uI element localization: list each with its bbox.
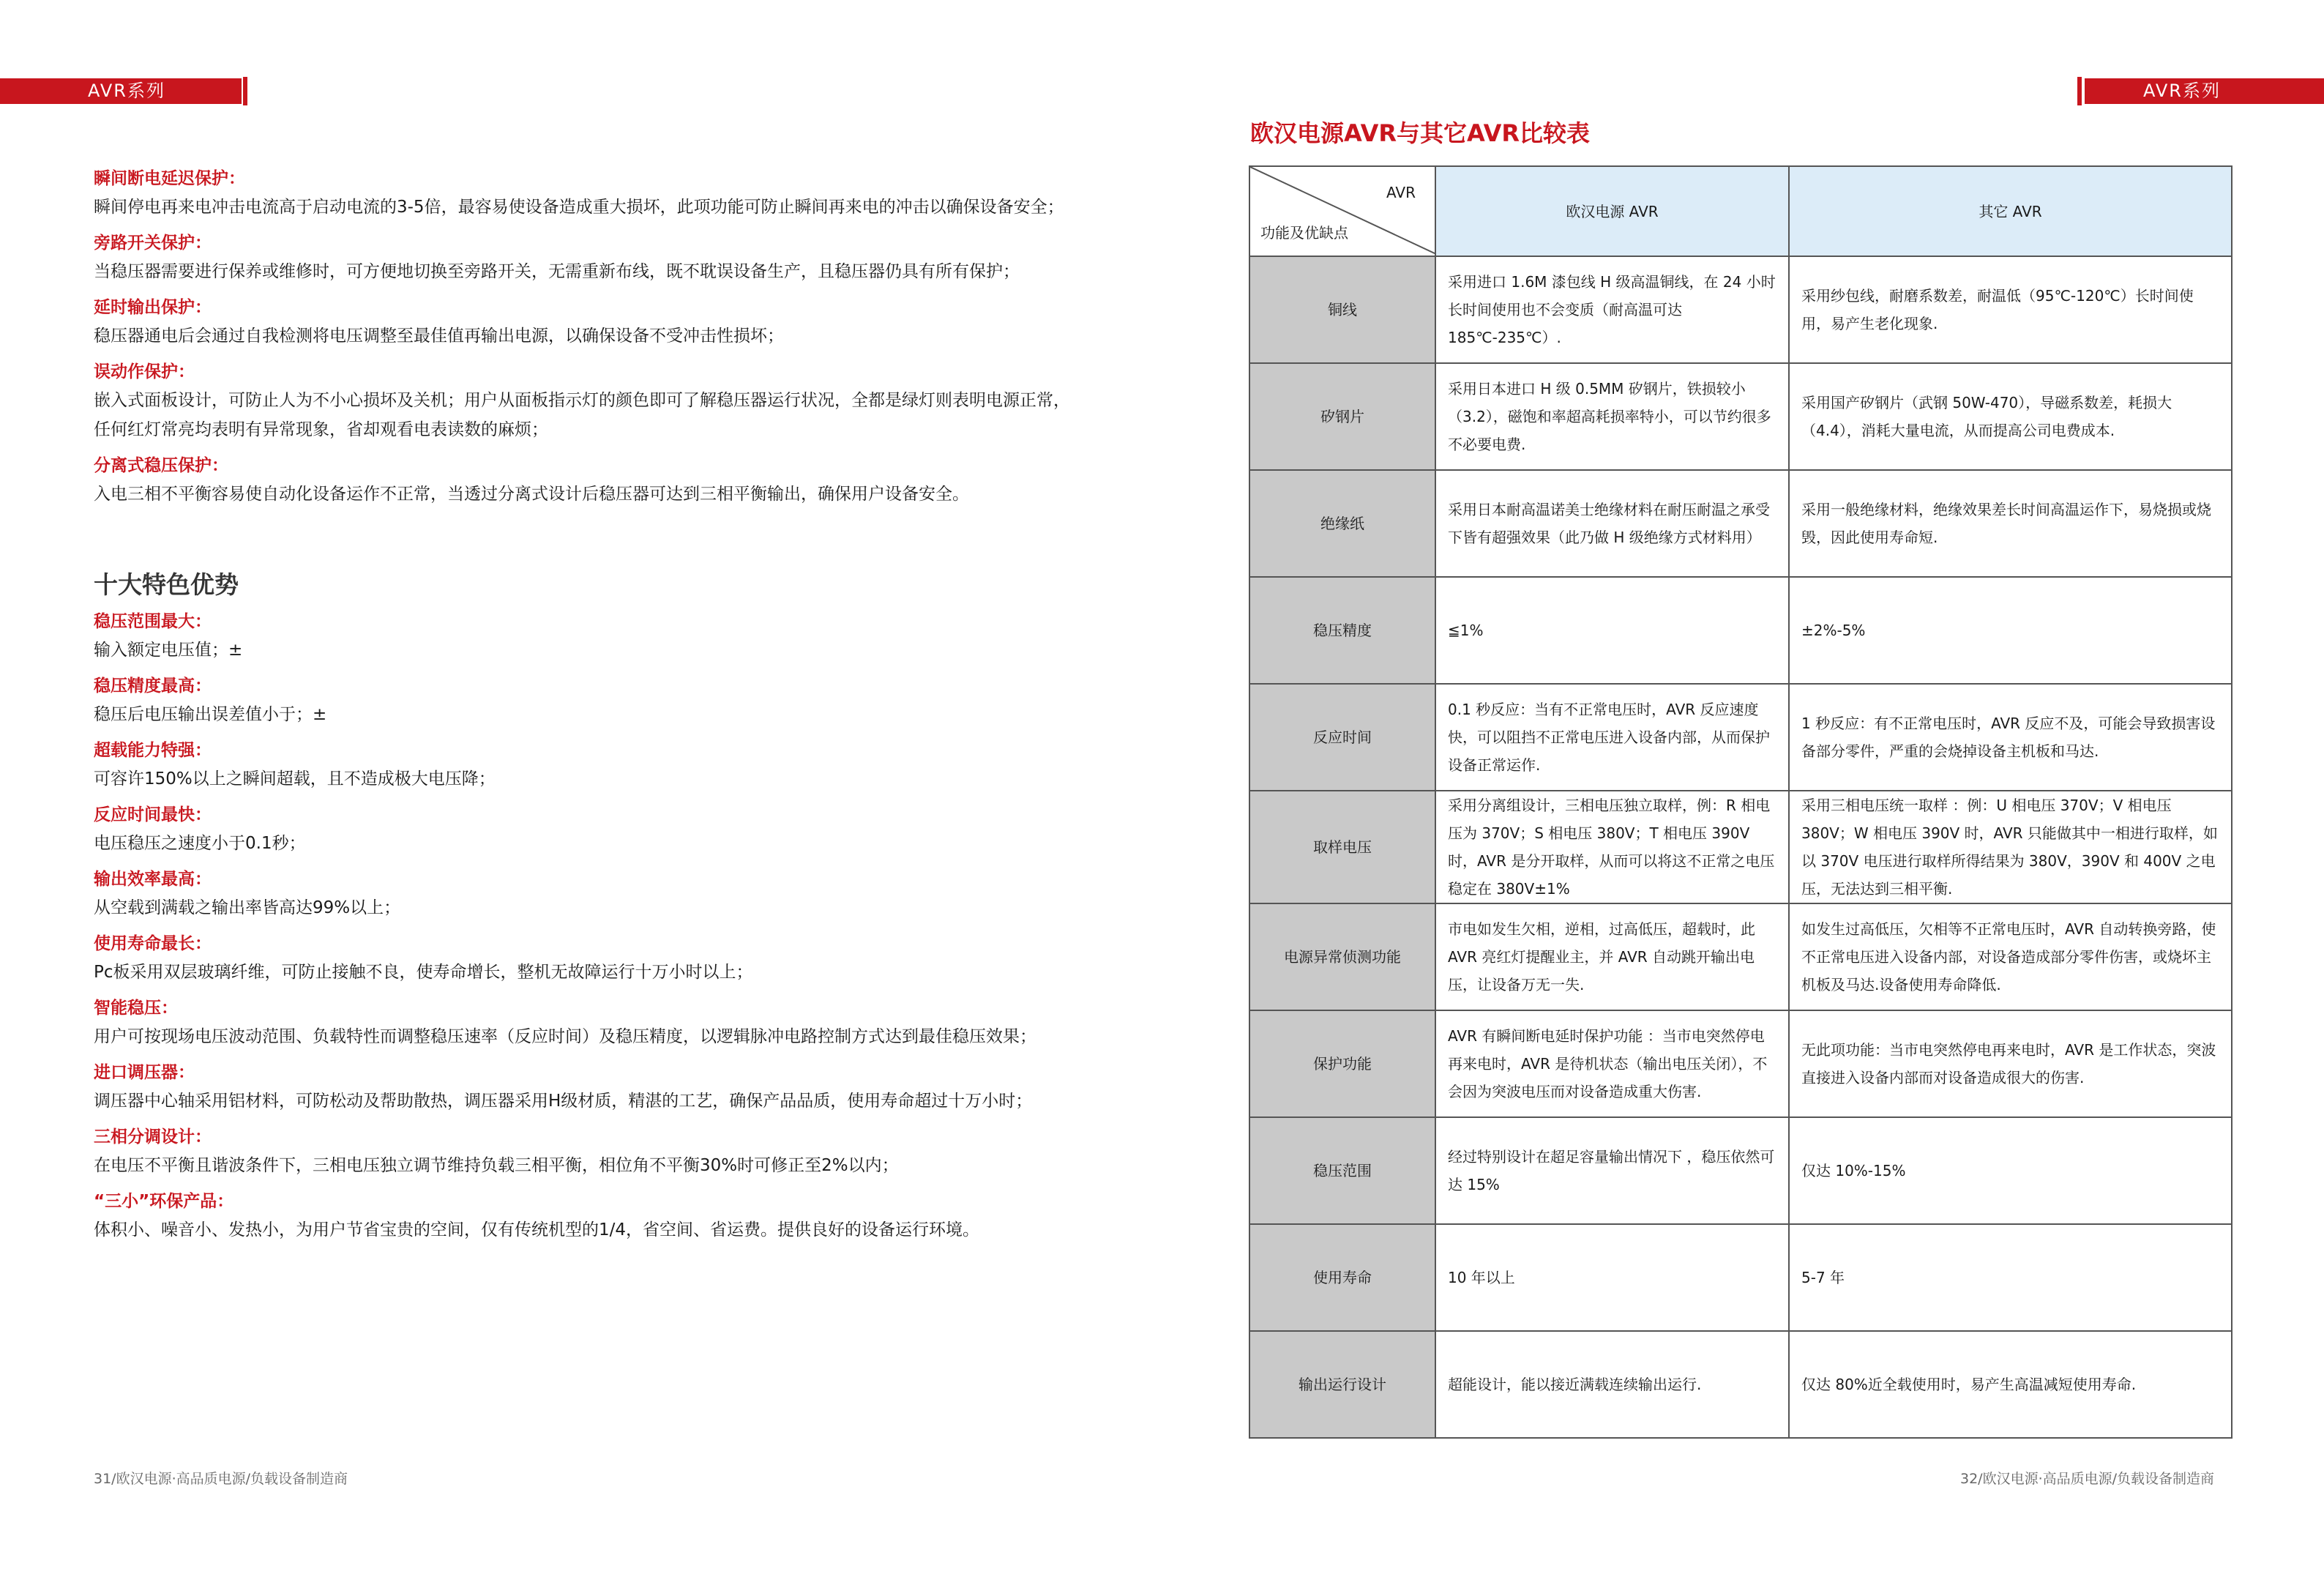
advantage-body: 电压稳压之速度小于0.1秒；: [94, 834, 306, 853]
corner-top-label: AVR: [1386, 184, 1416, 201]
protection-item: [94, 358, 1075, 444]
series-label-left: AVR系列: [88, 81, 165, 101]
other-cell: 采用国产矽钢片（武钢 50W-470），导磁系数差，耗损大（4.4），消耗大量电流，从而提高公司电费成本.: [1789, 363, 2232, 470]
feature-cell: 矽钢片: [1249, 363, 1435, 470]
ours-cell: AVR 有瞬间断电延时保护功能 ：当市电突然停电再来电时，AVR 是待机状态（输出电压关闭），不会因为突波电压而对设备造成重大伤害.: [1435, 1010, 1789, 1117]
header-band-left-tick: [243, 77, 247, 105]
protection-item: [94, 229, 1075, 286]
advantage-body: 体积小、噪音小、发热小，为用户节省宝贵的空间，仅有传统机型的1/4，省空间、省运费。提供良好的设备运行环境。: [94, 1220, 980, 1239]
protection-title: 分离式稳压保护：: [94, 456, 228, 475]
table-row: [1249, 791, 2232, 903]
protection-item: [94, 294, 1075, 351]
protection-title: 延时输出保护：: [94, 298, 212, 317]
advantage-body: 输入额定电压值；±: [94, 641, 243, 660]
advantage-item: [94, 1188, 1075, 1245]
ours-cell: 经过特别设计在超足容量输出情况下 ，稳压依然可达 15%: [1435, 1117, 1789, 1224]
table-row: [1249, 1117, 2232, 1224]
advantage-body: Pc板采用双层玻璃纤维，可防止接触不良，使寿命增长，整机无故障运行十万小时以上；: [94, 963, 753, 982]
advantage-item: [94, 801, 1075, 858]
table-row: [1249, 1331, 2232, 1438]
column-header-ours: 欧汉电源 AVR: [1435, 166, 1789, 256]
ours-cell: ≦1%: [1435, 577, 1789, 684]
protection-title: 误动作保护：: [94, 362, 195, 381]
ours-cell: 市电如发生欠相，逆相，过高低压，超载时，此 AVR 亮红灯提醒业主，并 AVR 自动跳开输出电压，让设备万无一失.: [1435, 903, 1789, 1010]
ours-cell: 采用日本进口 H 级 0.5MM 矽钢片，铁损较小（3.2），磁饱和率超高耗损率特小，可以节约很多不必要电费.: [1435, 363, 1789, 470]
other-cell: 仅达 10%-15%: [1789, 1117, 2232, 1224]
advantage-title: 使用寿命最长：: [94, 934, 212, 953]
feature-cell: 铜线: [1249, 256, 1435, 363]
feature-cell: 电源异常侦测功能: [1249, 903, 1435, 1010]
advantage-title: 进口调压器：: [94, 1063, 195, 1082]
table-row: [1249, 1010, 2232, 1117]
feature-cell: 保护功能: [1249, 1010, 1435, 1117]
advantage-title: 智能稳压：: [94, 999, 178, 1018]
other-cell: 采用三相电压统一取样 ：例：U 相电压 370V；V 相电压 380V；W 相电压 390V 时，AVR 只能做其中一相进行取样，如以 370V 电压进行取样所得结果为 380V，390V 和 400V 之电压，无法达到三相平衡.: [1789, 791, 2232, 903]
comparison-table: [1249, 165, 2233, 1439]
other-cell: 1 秒反应：有不正常电压时，AVR 反应不及，可能会导致损害设备部分零件，严重的会烧掉设备主机板和马达.: [1789, 684, 2232, 791]
protection-body: 当稳压器需要进行保养或维修时，可方便地切换至旁路开关，无需重新布线，既不耽误设备生产，且稳压器仍具有所有保护；: [94, 262, 1020, 281]
other-cell: 采用一般绝缘材料，绝缘效果差长时间高温运作下，易烧损或烧毁，因此使用寿命短.: [1789, 470, 2232, 577]
feature-cell: 反应时间: [1249, 684, 1435, 791]
protection-title: 旁路开关保护：: [94, 234, 212, 253]
advantage-title: 三相分调设计：: [94, 1127, 212, 1147]
advantage-title: 稳压范围最大：: [94, 612, 212, 631]
feature-cell: 输出运行设计: [1249, 1331, 1435, 1438]
protection-body: 嵌入式面板设计，可防止人为不小心损坏及关机；用户从面板指示灯的颜色即可了解稳压器运行状况，全都是绿灯则表明电源正常，任何红灯常亮均表明有异常现象，省却观看电表读数的麻烦；: [94, 391, 1070, 439]
feature-cell: 绝缘纸: [1249, 470, 1435, 577]
protection-section: [94, 165, 1075, 509]
page-footer-right: 32/欧汉电源·高品质电源/负载设备制造商: [1960, 1471, 2215, 1487]
page-footer-left: 31/欧汉电源·高品质电源/负载设备制造商: [94, 1471, 348, 1487]
feature-cell: 稳压精度: [1249, 577, 1435, 684]
other-cell: 5-7 年: [1789, 1224, 2232, 1331]
feature-cell: 稳压范围: [1249, 1117, 1435, 1224]
advantage-item: [94, 1123, 1075, 1180]
comparison-title: 欧汉电源AVR与其它AVR比较表: [1250, 119, 1591, 147]
protection-body: 稳压器通电后会通过自我检测将电压调整至最佳值再输出电源，以确保设备不受冲击性损坏；: [94, 327, 784, 346]
protection-body: 入电三相不平衡容易使自动化设备运作不正常，当透过分离式设计后稳压器可达到三相平衡输出，确保用户设备安全。: [94, 485, 969, 504]
corner-header: [1249, 166, 1435, 256]
ours-cell: 超能设计，能以接近满载连续输出运行.: [1435, 1331, 1789, 1438]
advantage-item: [94, 930, 1075, 987]
advantage-title: 反应时间最快：: [94, 805, 212, 824]
ours-cell: 10 年以上: [1435, 1224, 1789, 1331]
other-cell: ±2%-5%: [1789, 577, 2232, 684]
advantage-item: [94, 994, 1075, 1051]
corner-bottom-label: 功能及优缺点: [1260, 224, 1348, 242]
table-row: [1249, 1224, 2232, 1331]
advantage-title: 稳压精度最高：: [94, 676, 212, 696]
feature-cell: 使用寿命: [1249, 1224, 1435, 1331]
advantage-item: [94, 1059, 1075, 1116]
ours-cell: 0.1 秒反应：当有不正常电压时，AVR 反应速度快，可以阻挡不正常电压进入设备内部，从而保护设备正常运作.: [1435, 684, 1789, 791]
advantage-item: [94, 737, 1075, 794]
advantage-item: [94, 865, 1075, 922]
advantage-body: 稳压后电压输出误差值小于；±: [94, 705, 327, 724]
other-cell: 采用纱包线，耐磨系数差，耐温低（95℃-120℃）长时间使用，易产生老化现象.: [1789, 256, 2232, 363]
other-cell: 无此项功能：当市电突然停电再来电时，AVR 是工作状态，突波直接进入设备内部而对设备造成很大的伤害.: [1789, 1010, 2232, 1117]
protection-body: 瞬间停电再来电冲击电流高于启动电流的3-5倍，最容易使设备造成重大损坏，此项功能可防止瞬间再来电的冲击以确保设备安全；: [94, 198, 1064, 217]
advantage-body: 可容许150%以上之瞬间超载，且不造成极大电压降；: [94, 769, 496, 788]
advantage-body: 调压器中心轴采用铝材料，可防松动及帮助散热，调压器采用H级材质，精湛的工艺，确保产品品质，使用寿命超过十万小时；: [94, 1092, 1033, 1111]
advantage-title: “三小”环保产品：: [94, 1192, 234, 1211]
header-band-right-tick: [2077, 77, 2082, 105]
table-row: [1249, 363, 2232, 470]
protection-title: 瞬间断电延迟保护：: [94, 169, 245, 188]
table-row: [1249, 256, 2232, 363]
series-label-right: AVR系列: [2143, 81, 2221, 101]
table-header-row: [1249, 166, 2232, 256]
other-cell: 仅达 80%近全载使用时，易产生高温减短使用寿命.: [1789, 1331, 2232, 1438]
advantage-body: 在电压不平衡且谐波条件下，三相电压独立调节维持负载三相平衡，相位角不平衡30%时可修正至2%以内；: [94, 1156, 899, 1175]
ours-cell: 采用日本耐高温诺美士绝缘材料在耐压耐温之承受下皆有超强效果（此乃做 H 级绝缘方式材料用）: [1435, 470, 1789, 577]
ours-cell: 采用进口 1.6M 漆包线 H 级高温铜线，在 24 小时长时间使用也不会变质（耐高温可达 185℃-235℃）.: [1435, 256, 1789, 363]
table-row: [1249, 903, 2232, 1010]
protection-item: [94, 452, 1075, 509]
left-page-content: [94, 157, 1075, 1245]
advantage-item: [94, 672, 1075, 729]
advantages-section: [94, 608, 1075, 1245]
advantages-heading: 十大特色优势: [94, 570, 239, 599]
advantage-item: [94, 608, 1075, 665]
ours-cell: 采用分离组设计，三相电压独立取样，例：R 相电压为 370V；S 相电压 380V；T 相电压 390V 时，AVR 是分开取样，从而可以将这不正常之电压稳定在 380V±1%: [1435, 791, 1789, 903]
advantage-title: 超载能力特强：: [94, 741, 212, 760]
protection-item: [94, 165, 1075, 222]
column-header-other: 其它 AVR: [1789, 166, 2232, 256]
table-row: [1249, 577, 2232, 684]
feature-cell: 取样电压: [1249, 791, 1435, 903]
table-row: [1249, 684, 2232, 791]
other-cell: 如发生过高低压，欠相等不正常电压时，AVR 自动转换旁路，使不正常电压进入设备内部，对设备造成部分零件伤害，或烧坏主机板及马达.设备使用寿命降低.: [1789, 903, 2232, 1010]
advantage-body: 从空载到满载之输出率皆高达99%以上；: [94, 898, 401, 917]
table-row: [1249, 470, 2232, 577]
advantage-title: 输出效率最高：: [94, 870, 212, 889]
advantage-body: 用户可按现场电压波动范围、负载特性而调整稳压速率（反应时间）及稳压精度，以逻辑脉冲电路控制方式达到最佳稳压效果；: [94, 1027, 1036, 1046]
